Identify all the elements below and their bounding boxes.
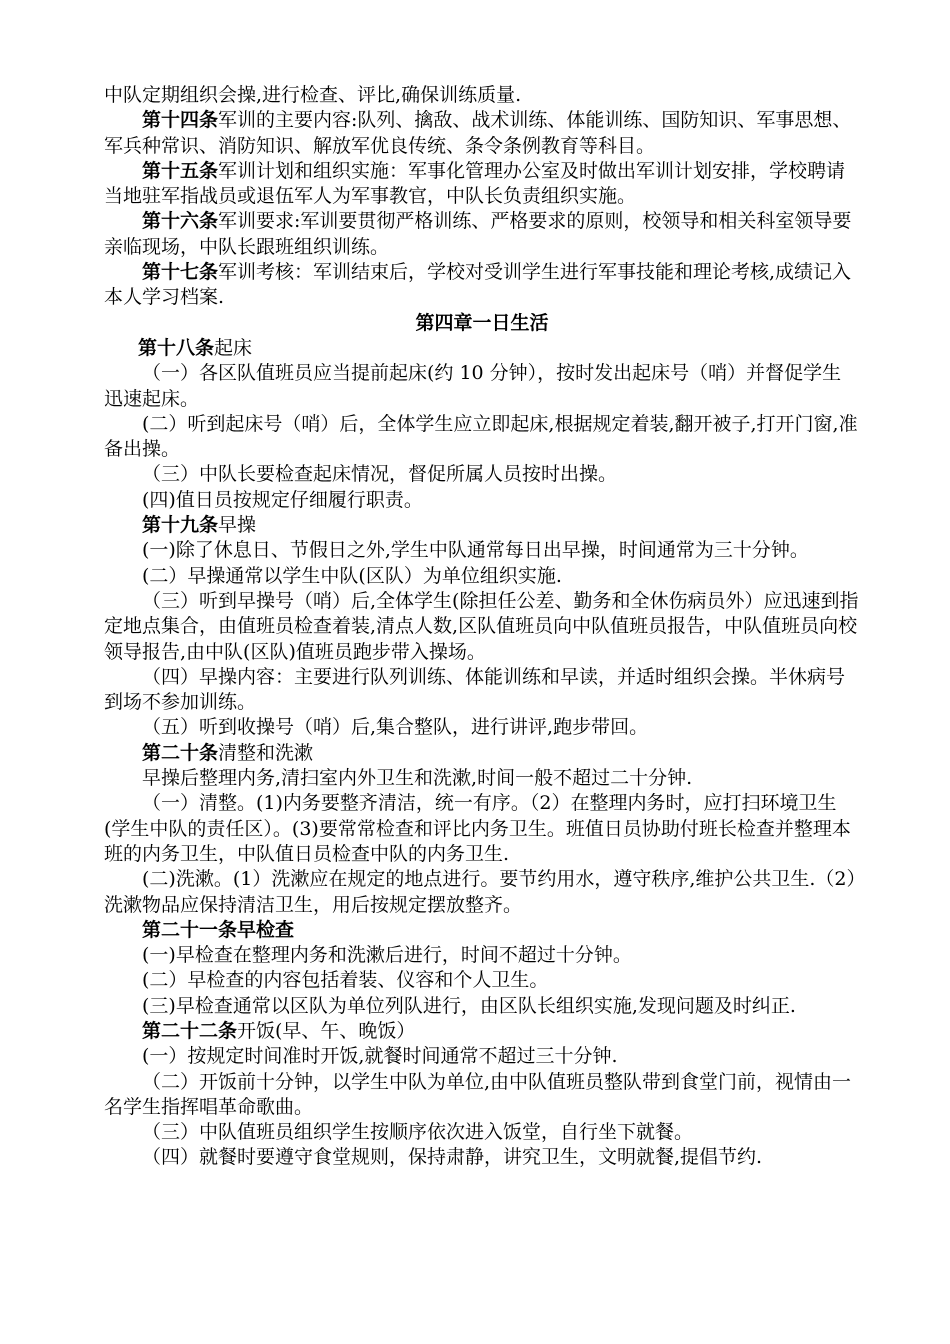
article-body: 起床: [214, 336, 253, 359]
article-body: 开饭(早、午、晚饭）: [237, 1019, 416, 1042]
article-heading: 第二十一条早检查: [142, 918, 295, 941]
article-body: 早操: [218, 514, 257, 537]
paragraph: （五）听到收操号（哨）后,集合整队，进行讲评,跑步带回。: [142, 716, 649, 739]
paragraph: (二）听到起床号（哨）后，全体学生应立即起床,根据规定着装,翻开被子,打开门窗,准备出操。: [104, 412, 858, 461]
article-body: 军训考核：军训结束后，学校对受训学生进行军事技能和理论考核,成绩记入本人学习档案.: [104, 261, 852, 309]
paragraph: (一)早检查在整理内务和洗漱后进行，时间不超过十分钟。: [142, 944, 632, 967]
article-21: [104, 918, 860, 943]
chapter-title: 第四章一日生活: [415, 311, 549, 334]
article-body: 军训计划和组织实施：军事化管理办公室及时做出军训计划安排，学校聘请当地驻军指战员或退伍军人为军事教官，中队长负责组织实施。: [104, 159, 846, 208]
article-heading: 第十四条: [142, 109, 219, 132]
paragraph: （四）就餐时要遵守食堂规则，保持肃静，讲究卫生，文明就餐,提倡节约.: [142, 1146, 763, 1169]
article-heading: 第十七条: [142, 261, 219, 284]
paragraph: （四）早操内容：主要进行队列训练、体能训练和早读，并适时组织会操。半休病号到场不参加训练。: [104, 665, 846, 714]
article-body: 军训的主要内容:队列、擒敌、战术训练、体能训练、国防知识、军事思想、军兵种常识、消防知识、解放军优良传统、条令条例教育等科目。: [104, 109, 852, 157]
article-heading: 第十五条: [142, 159, 219, 182]
paragraph: (二)洗漱。(1）洗漱应在规定的地点进行。要节约用水，遵守秩序,维护公共卫生.（2）洗漱物品应保持清洁卫生，用后按规定摆放整齐。: [104, 868, 856, 916]
article-heading: 第二十二条: [142, 1019, 238, 1042]
article-heading: 第十九条: [142, 514, 219, 537]
article-heading: 第十八条: [138, 336, 215, 359]
paragraph: （二）开饭前十分钟，以学生中队为单位,由中队值班员整队带到食堂门前，视情由一名学生指挥唱革命歌曲。: [104, 1070, 852, 1118]
article-20: [104, 741, 860, 766]
article-16: [104, 209, 860, 260]
paragraph: (三)早检查通常以区队为单位列队进行，由区队长组织实施,发现问题及时纠正.: [142, 994, 796, 1017]
article-19: [104, 513, 860, 538]
paragraph: （三）中队值班员组织学生按顺序依次进入饭堂，自行坐下就餐。: [142, 1121, 694, 1144]
article-17: [104, 260, 860, 311]
paragraph: (二）早检查的内容包括着装、仪容和个人卫生。: [142, 969, 549, 992]
article-18: [104, 336, 860, 361]
article-22: [104, 1019, 860, 1044]
article-body: 清整和洗漱: [218, 741, 314, 764]
article-14: [104, 108, 860, 159]
paragraph: (一）按规定时间准时开饭,就餐时间通常不超过三十分钟.: [142, 1045, 618, 1068]
paragraph: 中队定期组织会操,进行检查、评比,确保训练质量.: [104, 84, 522, 106]
paragraph: （一）各区队值班员应当提前起床(约 10 分钟），按时发出起床号（哨）并督促学生迅速起床。: [104, 362, 842, 410]
article-heading: 第二十条: [142, 741, 219, 764]
paragraph: (一)除了休息日、节假日之外,学生中队通常每日出早操，时间通常为三十分钟。: [142, 539, 809, 562]
article-15: [104, 159, 860, 210]
paragraph: （三）中队长要检查起床情况，督促所属人员按时出操。: [142, 463, 618, 486]
article-body: 军训要求:军训要贯彻严格训练、严格要求的原则，校领导和相关科室领导要亲临现场，中队长跟班组织训练。: [104, 210, 852, 258]
article-heading: 第十六条: [142, 210, 219, 233]
paragraph: (四)值日员按规定仔细履行职责。: [142, 488, 423, 511]
paragraph: 早操后整理内务,清扫室内外卫生和洗漱,时间一般不超过二十分钟.: [142, 767, 693, 790]
paragraph: （三）听到早操号（哨）后,全体学生(除担任公差、勤务和全休伤病员外）应迅速到指定地点集合，由值班员检查着装,清点人数,区队值班员向中队值班员报告，中队值班员向校领导报告,由中队(区队)值班员跑步带入操场。: [104, 589, 859, 663]
paragraph: (二）早操通常以学生中队(区队）为单位组织实施.: [142, 564, 562, 587]
paragraph: （一）清整。(1)内务要整齐清洁，统一有序。（2）在整理内务时，应打扫环境卫生(学生中队的责任区）。(3)要常常检查和评比内务卫生。班值日员协助付班长检查并整理本班的内务卫生，中队值日员检查中队的内务卫生.: [104, 792, 851, 865]
